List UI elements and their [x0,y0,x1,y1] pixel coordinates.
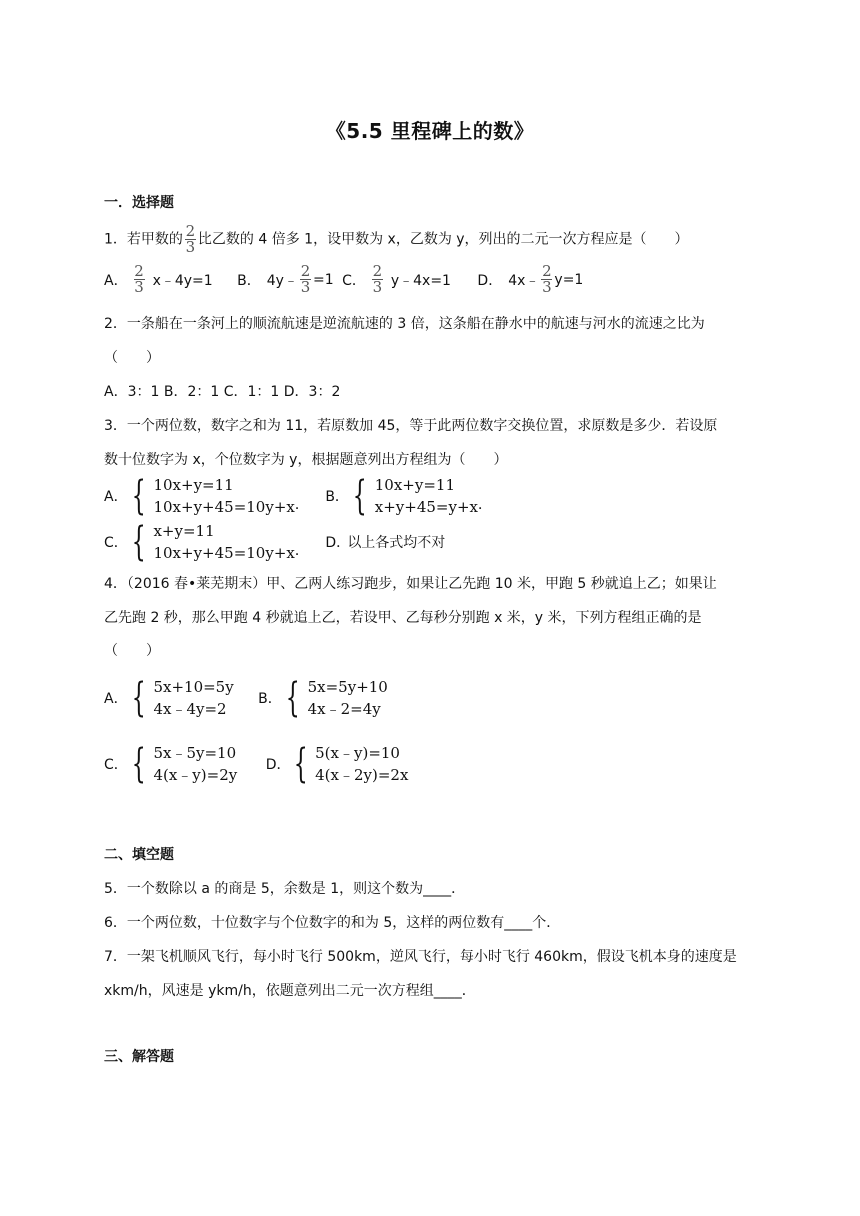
fraction-two-thirds: $\frac{2}{3}$ [185,222,196,256]
question-6: 6．一个两位数，十位数字与个位数字的和为 5，这样的两位数有____个． [104,915,561,931]
option-c: C． { x+y=11 10x+y+45=10y+x ． [104,519,309,565]
question-2-options: A．3：1 B．2：1 C．1：1 D．3：2 [104,384,341,400]
page-title: 《5.5 里程碑上的数》 [325,119,535,143]
option-b: B． 4y﹣ $\frac{2}{3}$ =1 [237,262,334,296]
question-5: 5．一个数除以 a 的商是 5，余数是 1，则这个数为____． [104,881,466,897]
option-b: B． { 10x+y=11 x+y+45=y+x ． [325,473,492,519]
option-b: B． { 5x=5y+10 4x﹣2=4y [258,675,388,721]
question-3-line1: 3．一个两位数，数字之和为 11，若原数加 45，等于此两位数字交换位置，求原数是多少．若设原 [104,418,718,434]
question-4-line1: 4．（2016 春•莱芜期末）甲、乙两人练习跑步，如果让乙先跑 10 米，甲跑 5 秒就追上乙；如果让 [104,576,717,592]
question-2-line2: （ ） [104,350,160,366]
question-7-line1: 7．一架飞机顺风飞行，每小时飞行 500km，逆风飞行，每小时飞行 460km，假设飞机本身的速度是 [104,949,737,965]
question-7-line2: xkm/h，风速是 ykm/h，依题意列出二元一次方程组____． [104,983,476,999]
section-fill-heading: 二、填空题 [104,847,174,863]
question-1-options [104,264,583,295]
section-answer-heading: 三、解答题 [104,1049,174,1065]
option-c: C． { 5x﹣5y=10 4(x﹣y)=2y [104,741,238,787]
option-a: A． { 5x+10=5y 4x﹣4y=2 [104,675,234,721]
option-a: A． { 10x+y=11 10x+y+45=10y+x ． [104,473,309,519]
question-3-line2: 数十位数字为 x，个位数字为 y，根据题意列出方程组为（ ） [104,452,508,468]
question-3-options-cd [104,520,445,564]
option-d: D． 以上各式均不对 [325,535,446,551]
question-2-line1: 2．一条船在一条河上的顺流航速是逆流航速的 3 倍，这条船在静水中的航速与河水的流速之比为 [104,316,705,332]
question-4-line3: （ ） [104,643,160,659]
question-3-options-ab [104,474,492,518]
question-4-options-ab [104,676,388,720]
section-choice-heading: 一．选择题 [104,195,174,211]
option-d: D． { 5(x﹣y)=10 4(x﹣2y)=2x [265,741,409,787]
option-c: C． $\frac{2}{3}$ y﹣4x=1 [342,262,451,296]
question-1: 1．若甲数的 $\frac{2}{3}$ 比乙数的 4 倍多 1，设甲数为 x，乙数为 y，列出的二元一次方程应是（ ） [104,222,689,256]
option-a: A． $\frac{2}{3}$ x﹣4y=1 [104,262,213,296]
question-4-options-cd [104,742,408,786]
option-d: D． 4x﹣ $\frac{2}{3}$ y=1 [477,262,584,296]
question-4-line2: 乙先跑 2 秒，那么甲跑 4 秒就追上乙，若设甲、乙每秒分别跑 x 米，y 米，下列方程组正确的是 [104,610,702,626]
